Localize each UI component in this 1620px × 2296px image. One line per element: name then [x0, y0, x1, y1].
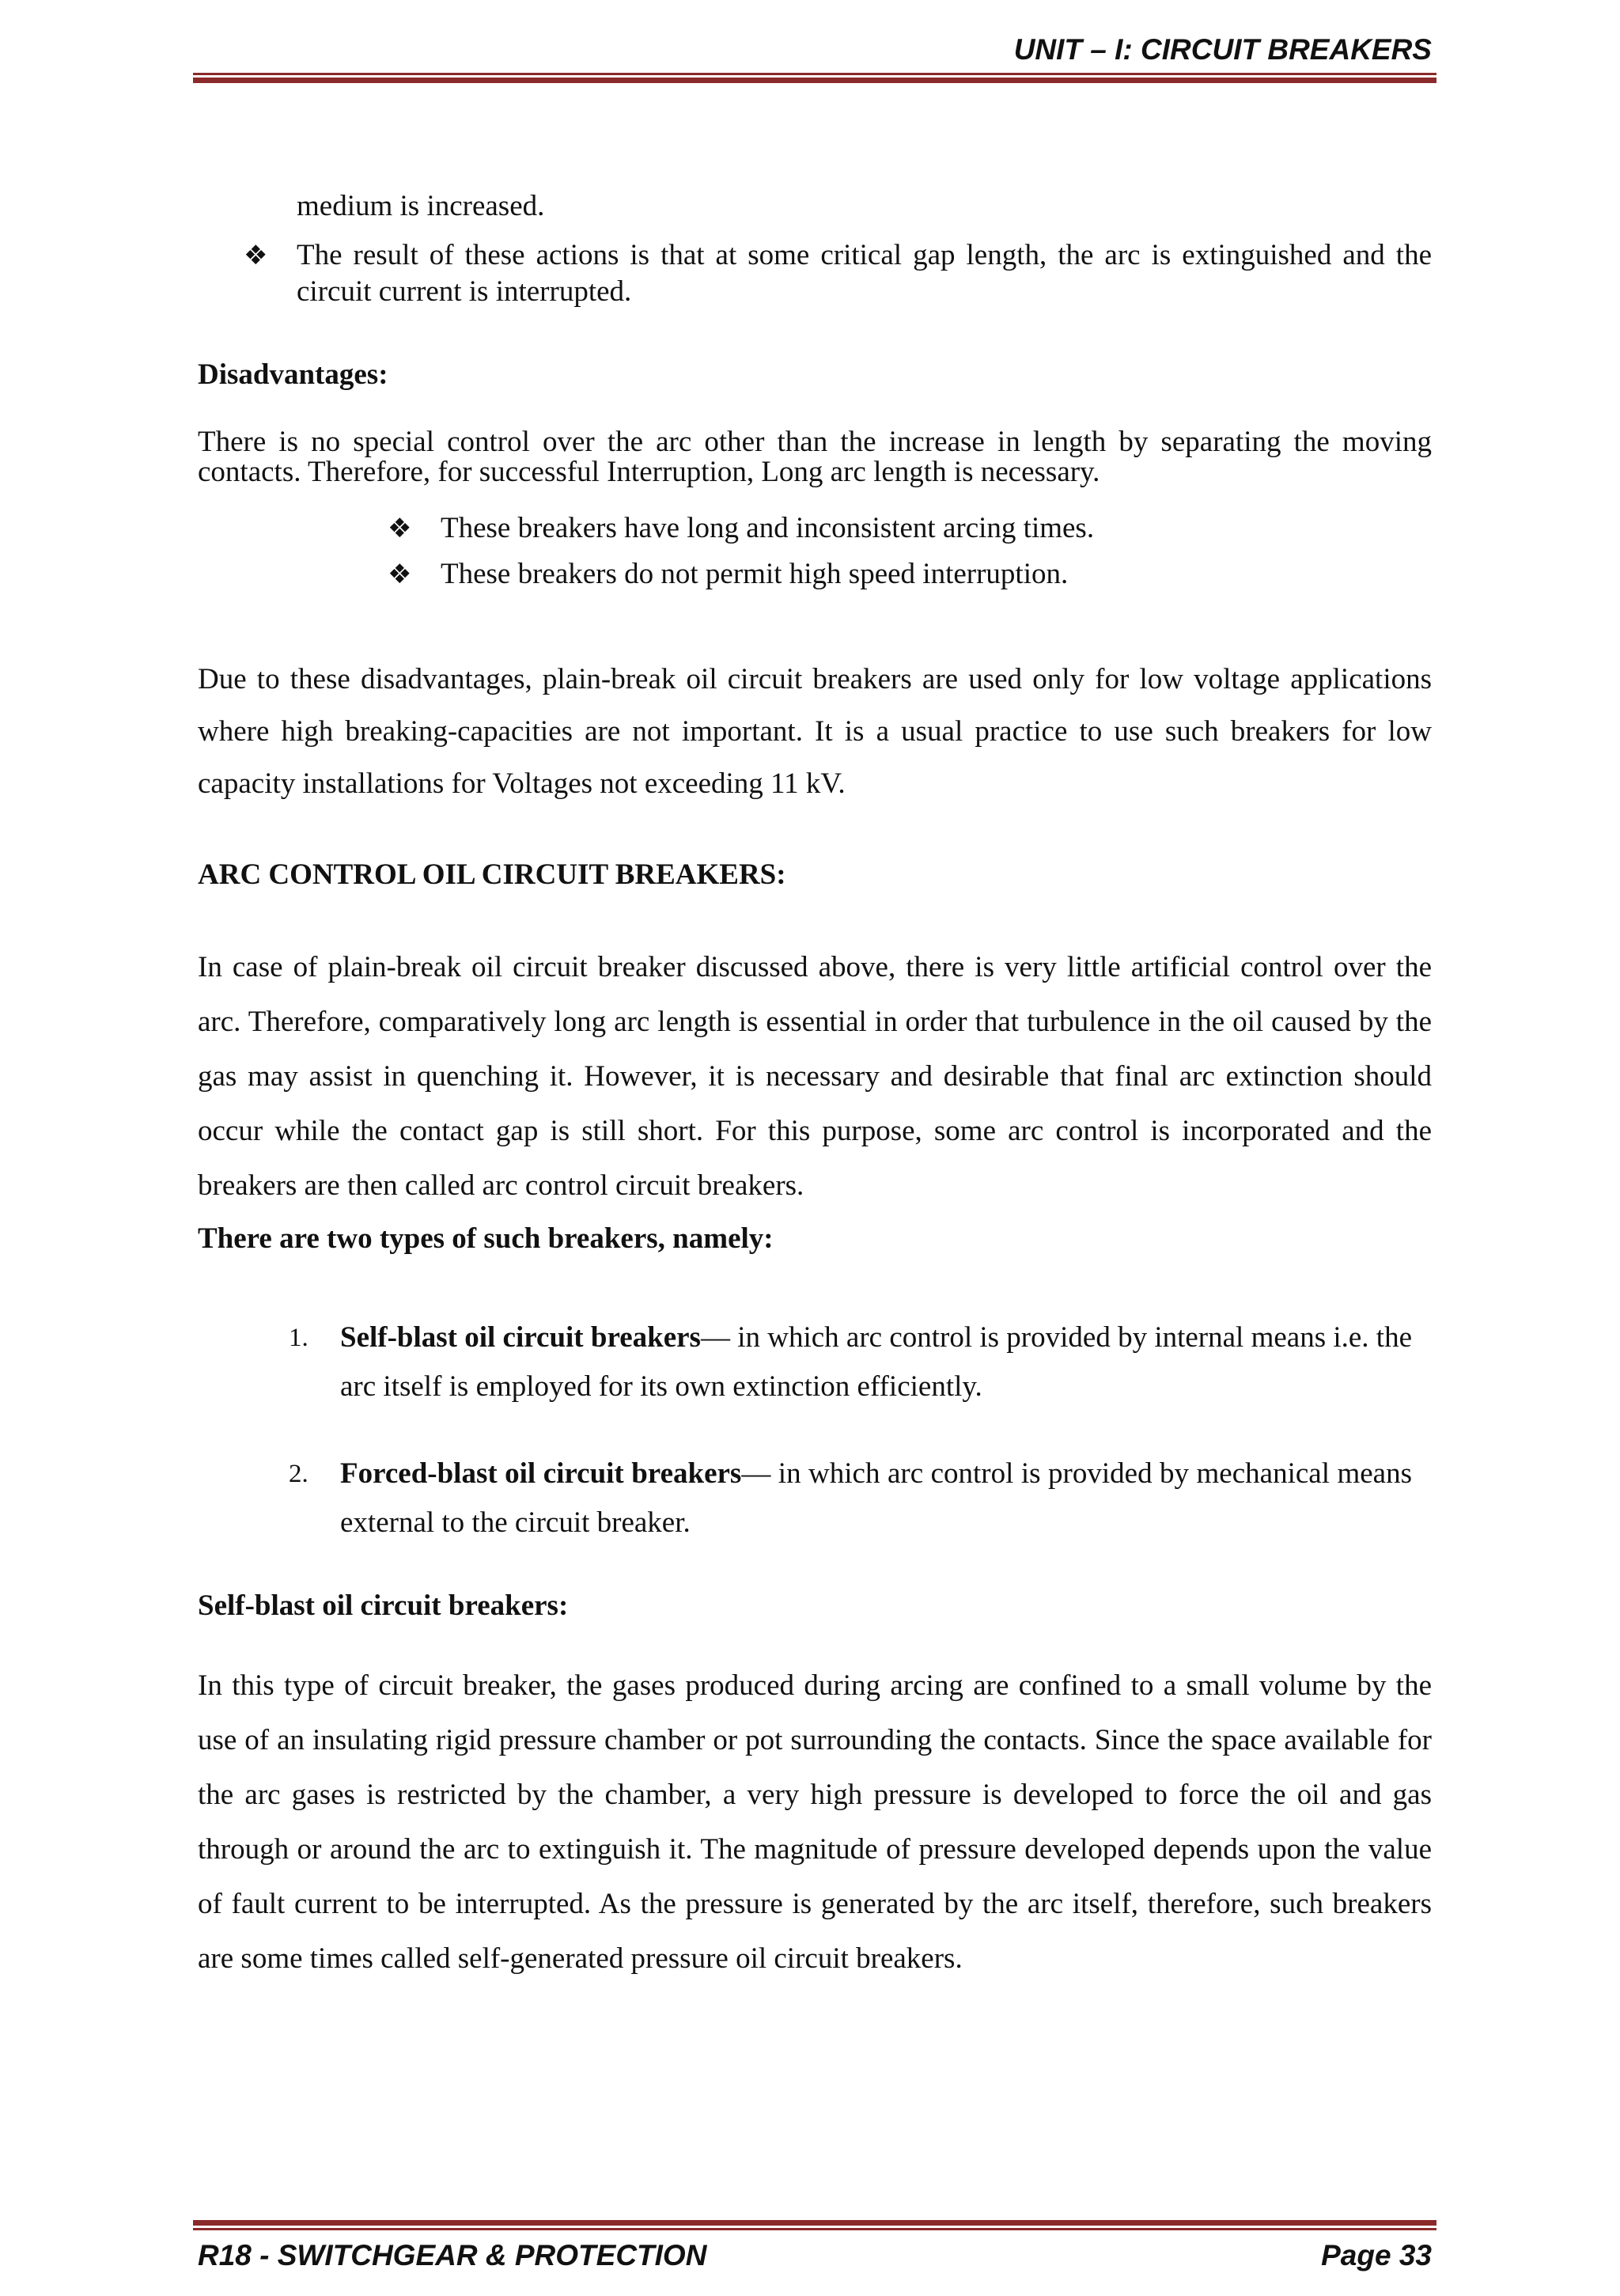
arc-control-heading: ARC CONTROL OIL CIRCUIT BREAKERS: — [198, 858, 786, 891]
diamond-bullet-icon: ❖ — [244, 240, 268, 271]
item-desc: — in which arc control is provided by internal means i.e. the arc itself is employed for its own extinction efficiently. — [340, 1321, 1413, 1403]
item-number: 2. — [289, 1460, 308, 1488]
dis-bullet-2 — [388, 556, 1432, 593]
footer-page-number: Page 33 — [1321, 2239, 1432, 2271]
dis-bullet-2-text: These breakers do not permit high speed interruption. — [441, 558, 1069, 590]
dis-bullet-1-text: These breakers have long and inconsistent arcing times. — [441, 512, 1095, 544]
two-types-heading: There are two types of such breakers, namely: — [198, 1222, 774, 1255]
diamond-bullet-icon: ❖ — [388, 513, 412, 544]
footer-course-title: R18 - SWITCHGEAR & PROTECTION — [198, 2239, 707, 2271]
type-item-2 — [289, 1449, 1412, 1548]
disadvantages-text: There is no special control over the arc other than the increase in length by separating the moving contacts. Therefore, for successful Interruption, Long arc length is necessary. — [198, 426, 1432, 488]
dis-bullet-1 — [388, 510, 1432, 547]
continuation-line: medium is increased. — [297, 190, 545, 222]
bullet-result-text: The result of these actions is that at some critical gap length, the arc is extinguished and the circuit current is interrupted. — [297, 239, 1432, 308]
item-term: Self-blast oil circuit breakers — [340, 1321, 701, 1354]
bullet-result — [244, 237, 1432, 310]
type-item-1 — [289, 1313, 1412, 1411]
item-desc: — in which arc control is provided by mechanical means external to the circuit breaker. — [340, 1457, 1412, 1539]
due-paragraph: Due to these disadvantages, plain-break oil circuit breakers are used only for low voltage applications where high breaking-capacities are not important. It is a usual practice to use such breakers for low capacity installations for Voltages not exceeding 11 kV. — [198, 663, 1432, 800]
item-term: Forced-blast oil circuit breakers — [340, 1457, 742, 1490]
item-number: 1. — [289, 1324, 308, 1352]
header-rule — [193, 73, 1436, 83]
header-title: UNIT – I: CIRCUIT BREAKERS — [1013, 33, 1432, 66]
self-blast-paragraph: In this type of circuit breaker, the gases produced during arcing are confined to a small volume by the use of an insulating rigid pressure chamber or pot surrounding the contacts. Since the space available for the arc gases is restricted by the chamber, a very high pressure is developed to force the oil and gas through or around the arc to extinguish it. The magnitude of pressure developed depends upon the value of fault current to be interrupted. As the pressure is generated by the arc itself, therefore, such breakers are some times called self-generated pressure oil circuit breakers. — [198, 1669, 1432, 1975]
self-blast-heading: Self-blast oil circuit breakers: — [198, 1589, 569, 1622]
disadvantages-heading: Disadvantages: — [198, 358, 388, 391]
diamond-bullet-icon: ❖ — [388, 559, 412, 590]
footer-rule — [193, 2220, 1436, 2230]
arc-control-paragraph: In case of plain-break oil circuit breaker discussed above, there is very little artificial control over the arc. Therefore, comparatively long arc length is essential in order that turbulence in the oil caused by the gas may assist in quenching it. However, it is necessary and desirable that final arc extinction should occur while the contact gap is still short. For this purpose, some arc control is incorporated and the breakers are then called arc control circuit breakers. — [198, 951, 1432, 1202]
